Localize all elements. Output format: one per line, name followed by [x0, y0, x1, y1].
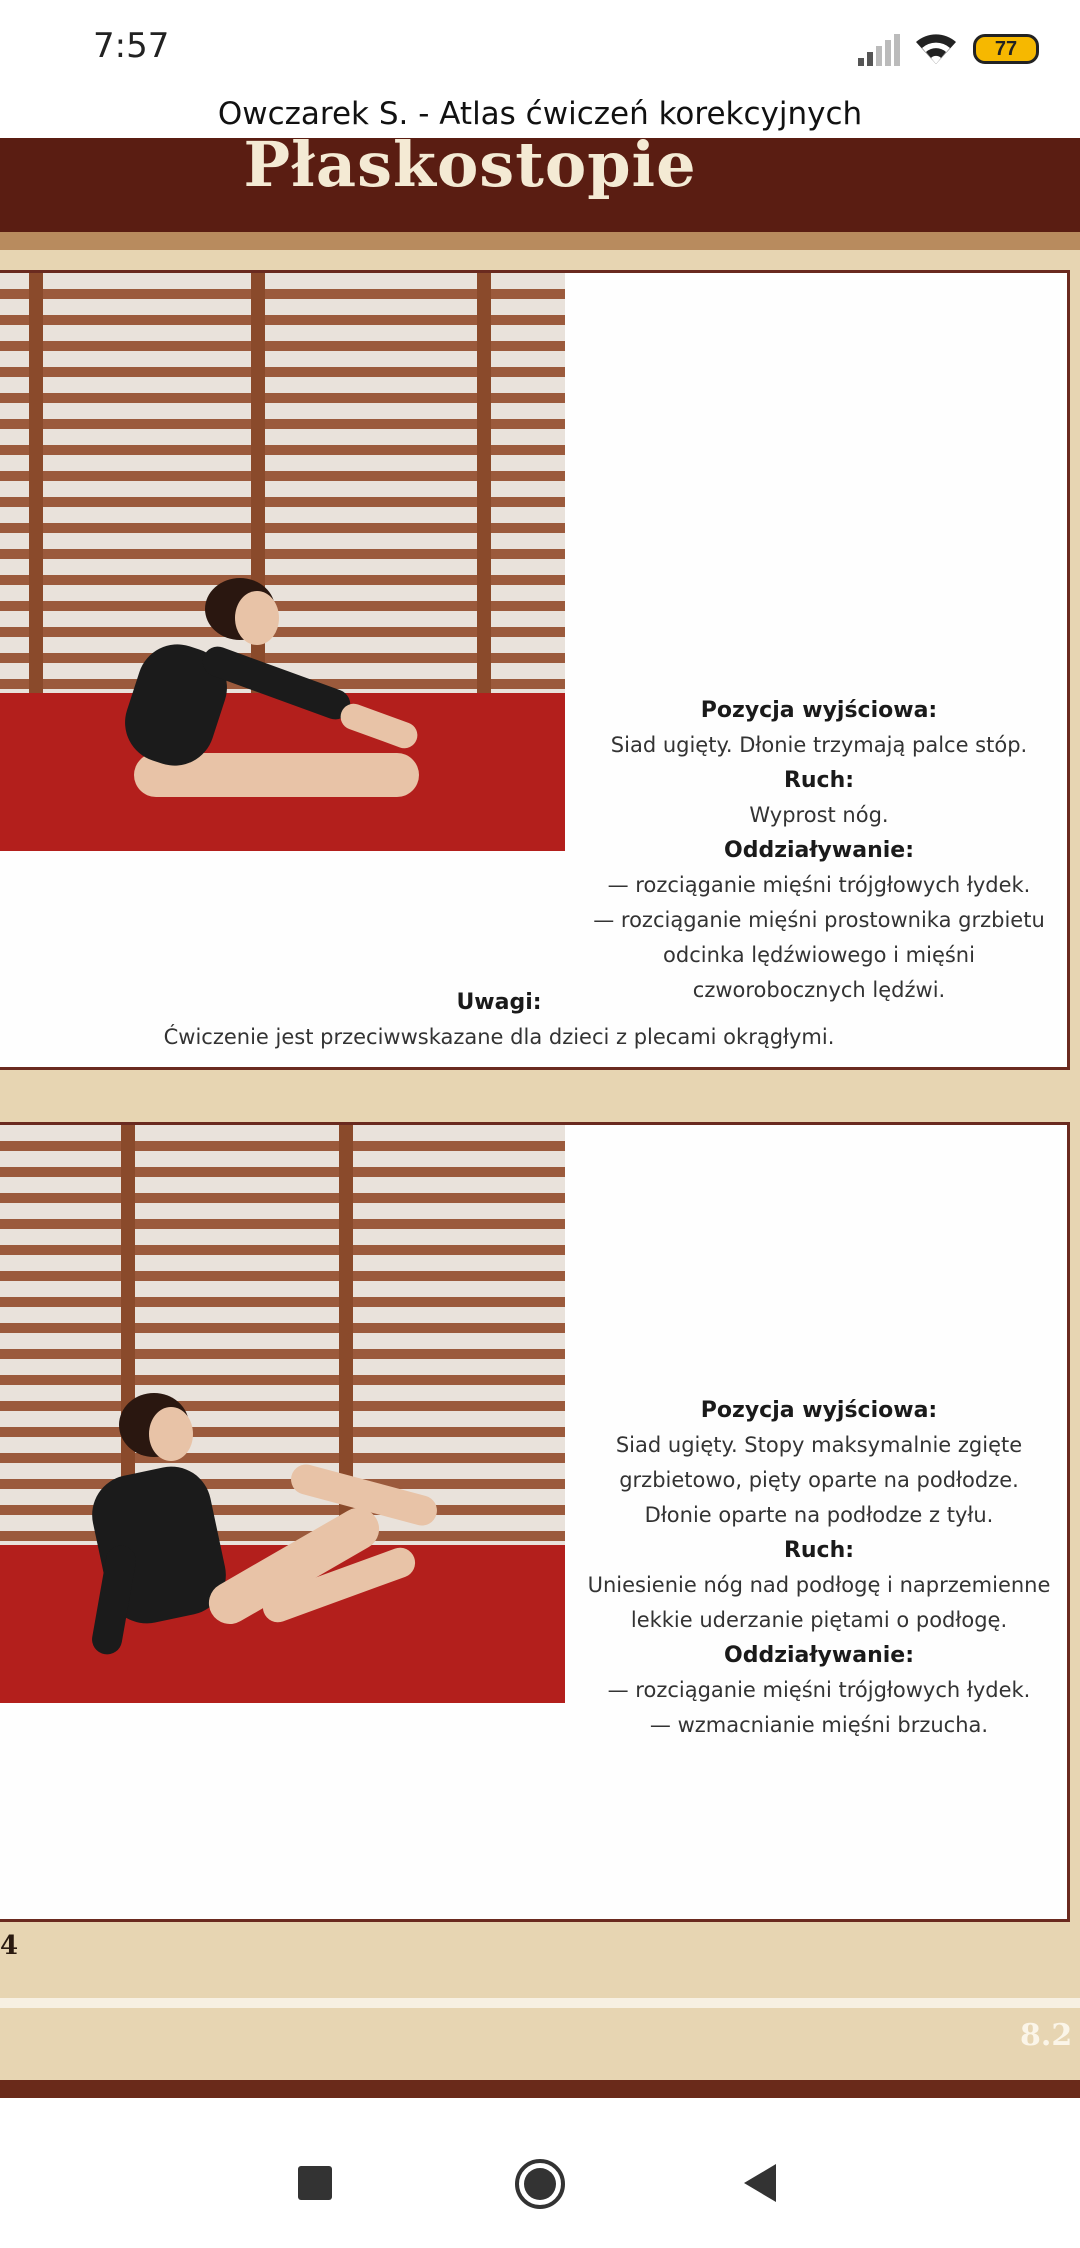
next-page-number: 8.2 — [1020, 2018, 1073, 2053]
page-gap — [0, 1998, 1080, 2008]
effect-line: — rozciąganie mięśni trójgłowych łydek. — [607, 1678, 1031, 1702]
battery-icon: 77 — [973, 34, 1039, 64]
next-page-band — [0, 2008, 1080, 2080]
effect-line: — rozciąganie mięśni prostownika grzbietu — [593, 908, 1045, 932]
movement-line: lekkie uderzanie piętami o podłogę. — [630, 1608, 1008, 1632]
page-heading: Płaskostopie — [243, 138, 697, 201]
navigation-bar — [0, 2120, 1080, 2248]
start-position-line: Dłonie oparte na podłodze z tyłu. — [644, 1503, 994, 1527]
movement-label: Ruch: — [783, 1538, 855, 1563]
start-position-label: Pozycja wyjściowa: — [700, 1398, 938, 1423]
effect-label: Oddziaływanie: — [724, 838, 914, 863]
exercise-photo-2 — [0, 1125, 565, 1703]
document-title: Owczarek S. - Atlas ćwiczeń korekcyjnych — [217, 96, 863, 132]
home-button[interactable] — [514, 2158, 566, 2210]
start-position-line: Siad ugięty. Stopy maksymalnie zgięte — [615, 1433, 1023, 1457]
header-strip — [0, 232, 1080, 250]
effect-line: czworobocznych lędźwi. — [692, 978, 946, 1002]
exercise-1-notes — [0, 985, 999, 1055]
exercise-1-description — [579, 693, 1059, 1008]
exercise-panel-1 — [0, 270, 1070, 1070]
wall-post — [29, 273, 43, 693]
recents-icon — [298, 2166, 332, 2200]
wall-post — [477, 273, 491, 693]
document-page[interactable] — [0, 138, 1080, 2098]
start-position-text: Siad ugięty. Dłonie trzymają palce stóp. — [610, 733, 1028, 757]
status-bar — [0, 0, 1080, 98]
exercise-panel-2 — [0, 1122, 1070, 1922]
effect-line: — rozciąganie mięśni trójgłowych łydek. — [607, 873, 1031, 897]
person-face — [149, 1407, 193, 1461]
person-face — [235, 591, 279, 645]
exercise-photo-1 — [0, 273, 565, 851]
recents-button[interactable] — [298, 2166, 332, 2200]
movement-text: Wyprost nóg. — [749, 803, 889, 827]
movement-line: Uniesienie nóg nad podłogę i naprzemienne — [587, 1573, 1051, 1597]
status-time: 7:57 — [93, 26, 170, 66]
start-position-label: Pozycja wyjściowa: — [700, 698, 938, 723]
back-button[interactable] — [744, 2164, 776, 2202]
effect-label: Oddziaływanie: — [724, 1643, 914, 1668]
effect-line: — wzmacnianie mięśni brzucha. — [649, 1713, 989, 1737]
back-icon — [744, 2164, 776, 2202]
signal-icon — [858, 34, 900, 66]
start-position-line: grzbietowo, pięty oparte na podłodze. — [619, 1468, 1019, 1492]
page-number: 4 — [0, 1931, 19, 1961]
next-page-dark-strip — [0, 2080, 1080, 2098]
wall-bars — [0, 1125, 565, 1545]
movement-label: Ruch: — [783, 768, 855, 793]
notes-label: Uwagi: — [456, 990, 542, 1015]
effect-line: odcinka lędźwiowego i mięśni — [663, 943, 975, 967]
notes-text: Ćwiczenie jest przeciwwskazane dla dzieci z plecami okrągłymi. — [163, 1025, 835, 1049]
exercise-2-description — [579, 1393, 1059, 1743]
wifi-icon — [914, 30, 958, 66]
